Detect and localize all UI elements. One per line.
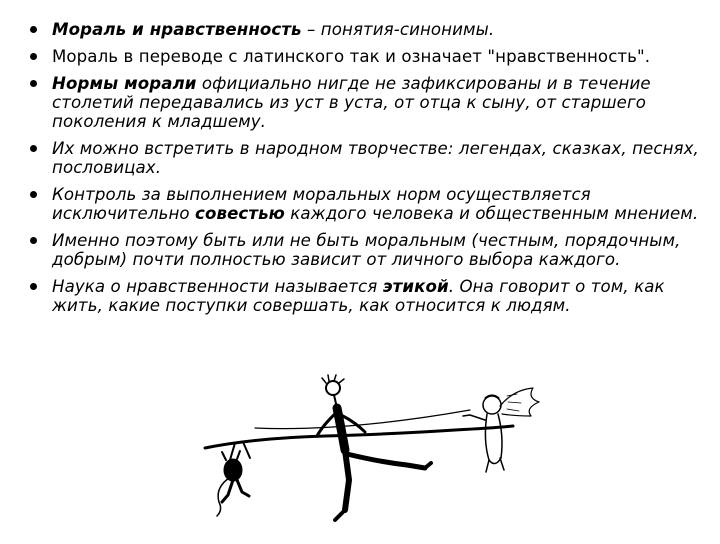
- bullet-item: [24, 20, 704, 39]
- tightrope-walker-illustration: [195, 370, 715, 540]
- bullet-dot-icon: [30, 80, 37, 87]
- bullet-item: [24, 47, 704, 66]
- bullet-dot-icon: [30, 26, 37, 33]
- bullet-text: официально нигде не зафиксированы и в течение столетий передавались из уст в уста, от отца к сыну, от старшего поколения к младшему.: [52, 74, 651, 131]
- bullet-text: каждого человека и общественным мнением.: [284, 204, 699, 223]
- bullet-emphasis-text: Мораль и нравственность: [52, 20, 302, 39]
- bullet-dot-icon: [30, 145, 37, 152]
- tightrope-walker-with-devil-and-angel-icon: [195, 370, 715, 540]
- bullet-text: Мораль в переводе с латинского так и означает "нравственность".: [52, 47, 651, 66]
- bullet-dot-icon: [30, 283, 37, 290]
- bullet-text: Контроль за выполнением моральных норм осуществляется исключительно: [52, 185, 591, 223]
- bullet-text: Именно поэтому быть или не быть моральным (честным, порядочным, добрым) почти полностью зависит от личного выбора каждого.: [52, 231, 681, 269]
- bullet-dot-icon: [30, 237, 37, 244]
- bullet-dot-icon: [30, 53, 37, 60]
- bullet-item: [24, 139, 704, 177]
- bullet-text: – понятия-синонимы.: [301, 20, 495, 39]
- bullet-text: . Она говорит о том, как жить, какие поступки совершать, как относится к людям.: [52, 277, 665, 315]
- bullet-item: [24, 74, 704, 131]
- bullet-list: [24, 20, 704, 323]
- bullet-item: [24, 185, 704, 223]
- bullet-item: [24, 231, 704, 269]
- bullet-text: Их можно встретить в народном творчестве: легендах, сказках, песнях, пословицах.: [52, 139, 699, 177]
- bullet-emphasis-text: этикой: [382, 277, 449, 296]
- bullet-emphasis-text: совестью: [195, 204, 285, 223]
- bullet-dot-icon: [30, 191, 37, 198]
- bullet-item: [24, 277, 704, 315]
- bullet-text: Наука о нравственности называется: [52, 277, 383, 296]
- bullet-emphasis-text: Нормы морали: [52, 74, 197, 93]
